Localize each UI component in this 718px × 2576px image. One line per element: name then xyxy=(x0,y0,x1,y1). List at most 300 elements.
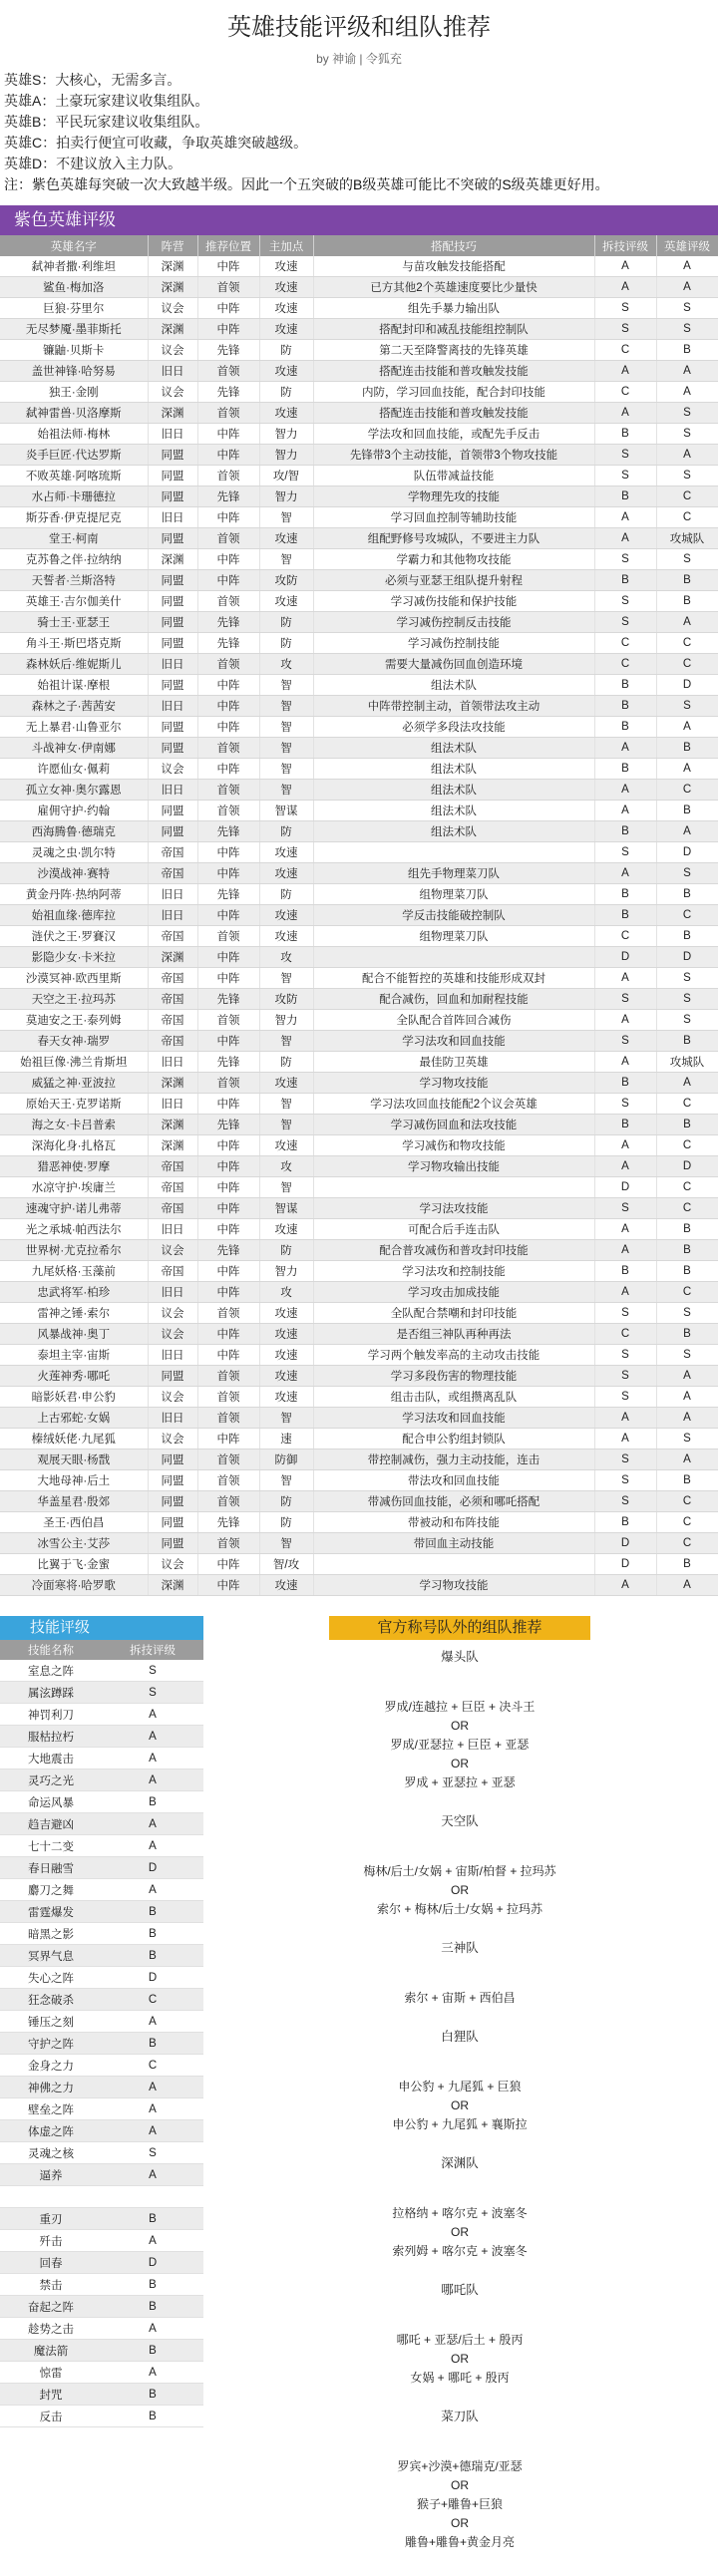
hero-rating: C xyxy=(656,1533,718,1554)
hero-skill-rating: S xyxy=(594,319,656,340)
hero-name: 盖世神锋·哈努易 xyxy=(0,361,148,382)
skill-name: 大地震击 xyxy=(0,1748,102,1770)
hero-rating: A xyxy=(656,612,718,633)
hero-skill-rating: B xyxy=(594,717,656,738)
skill-grade: A xyxy=(102,1879,203,1901)
table-row xyxy=(0,2164,203,2186)
hero-tips: 必须学多段法攻技能 xyxy=(313,717,594,738)
hero-skill-rating: S xyxy=(594,1094,656,1115)
hero-tips: 组物理菜刀队 xyxy=(313,884,594,905)
table-row xyxy=(0,1682,203,1704)
table-row xyxy=(0,1366,718,1387)
hero-faction: 旧日 xyxy=(148,424,197,445)
table-row xyxy=(0,1261,718,1282)
hero-skill-rating: C xyxy=(594,926,656,947)
table-row xyxy=(0,549,718,570)
hero-tips: 学习法攻和回血技能 xyxy=(313,1031,594,1052)
hero-rating: S xyxy=(656,1303,718,1324)
team-block xyxy=(329,2154,590,2273)
skill-name: 属泫蹲踩 xyxy=(0,1682,102,1704)
hero-tips: 配合申公豹组封锁队 xyxy=(313,1429,594,1449)
skill-grade: A xyxy=(102,1770,203,1791)
skill-grade: S xyxy=(102,2142,203,2164)
hero-rating: S xyxy=(656,989,718,1010)
table-row xyxy=(0,298,718,319)
hero-skill-rating: S xyxy=(594,466,656,486)
hero-main-stat: 智 xyxy=(259,717,313,738)
hero-tips: 已方其他2个英雄速度要比少量快 xyxy=(313,277,594,298)
skill-name: 守护之阵 xyxy=(0,2033,102,2055)
hero-rating: A xyxy=(656,821,718,842)
hero-tips: 组配野修号攻城队，不要进主力队 xyxy=(313,528,594,549)
table-row xyxy=(0,633,718,654)
table-row xyxy=(0,1835,203,1857)
table-row xyxy=(0,1073,718,1094)
bottom-section xyxy=(0,1616,718,2549)
hero-name: 沙漠战神·赛特 xyxy=(0,863,148,884)
hero-main-stat: 智 xyxy=(259,968,313,989)
hero-skill-rating: S xyxy=(594,445,656,466)
skill-rating-table xyxy=(0,1640,203,2427)
hero-position: 中阵 xyxy=(197,905,259,926)
hero-faction: 同盟 xyxy=(148,1491,197,1512)
hero-position: 首领 xyxy=(197,780,259,801)
hero-main-stat: 智 xyxy=(259,1408,313,1429)
hero-position: 先锋 xyxy=(197,989,259,1010)
hero-name: 骑士王·亚瑟王 xyxy=(0,612,148,633)
skill-name: 反击 xyxy=(0,2406,102,2427)
hero-skill-rating: A xyxy=(594,403,656,424)
hero-skill-rating: S xyxy=(594,1031,656,1052)
skill-name: 趋吉避凶 xyxy=(0,1813,102,1835)
hero-skill-rating: C xyxy=(594,1324,656,1345)
hero-main-stat: 智 xyxy=(259,549,313,570)
skill-grade: A xyxy=(102,2011,203,2033)
hero-faction: 旧日 xyxy=(148,696,197,717)
hero-position: 首领 xyxy=(197,1010,259,1031)
skill-name: 封咒 xyxy=(0,2384,102,2406)
table-row xyxy=(0,256,718,277)
team-section-header: 官方称号队外的组队推荐 xyxy=(329,1616,590,1640)
hero-position: 首领 xyxy=(197,801,259,821)
table-row xyxy=(0,926,718,947)
table-row xyxy=(0,319,718,340)
team-name: 爆头队 xyxy=(441,1650,479,1664)
skill-name: 麝刀之舞 xyxy=(0,1879,102,1901)
hero-rating: S xyxy=(656,319,718,340)
hero-main-stat: 攻速 xyxy=(259,298,313,319)
hero-position: 中阵 xyxy=(197,1324,259,1345)
skill-grade: D xyxy=(102,1857,203,1879)
col-skill-grade: 拆技评级 xyxy=(102,1640,203,1660)
hero-faction: 同盟 xyxy=(148,1512,197,1533)
hero-tips: 学习两个触发率高的主动攻击技能 xyxy=(313,1345,594,1366)
hero-tips: 学法攻和回血技能，或配先手反击 xyxy=(313,424,594,445)
hero-faction: 同盟 xyxy=(148,738,197,759)
hero-skill-rating: S xyxy=(594,1491,656,1512)
table-row xyxy=(0,1857,203,1879)
hero-position: 先锋 xyxy=(197,1052,259,1073)
hero-faction: 议会 xyxy=(148,1324,197,1345)
hero-skill-rating: S xyxy=(594,1345,656,1366)
hero-main-stat: 智 xyxy=(259,675,313,696)
hero-main-stat: 攻速 xyxy=(259,926,313,947)
hero-skill-rating: B xyxy=(594,1261,656,1282)
skill-grade: B xyxy=(102,2274,203,2296)
hero-skill-rating: S xyxy=(594,549,656,570)
hero-name: 海之女·卡吕普索 xyxy=(0,1115,148,1135)
hero-position: 中阵 xyxy=(197,424,259,445)
hero-tips: 组法术队 xyxy=(313,675,594,696)
team-combo: 拉格纳 + 喀尔克 + 波塞冬 xyxy=(392,2206,528,2220)
skill-grade: A xyxy=(102,1748,203,1770)
hero-tips: 是否组三神队再种再法 xyxy=(313,1324,594,1345)
hero-skill-rating: C xyxy=(594,340,656,361)
hero-position: 中阵 xyxy=(197,1094,259,1115)
hero-faction: 同盟 xyxy=(148,675,197,696)
hero-position: 中阵 xyxy=(197,947,259,968)
hero-tips: 组先手物理菜刀队 xyxy=(313,863,594,884)
team-combo: 罗宾+沙漠+德瑞克/亚瑟 xyxy=(397,2459,523,2473)
hero-position: 中阵 xyxy=(197,1575,259,1596)
hero-skill-rating: D xyxy=(594,947,656,968)
hero-position: 先锋 xyxy=(197,612,259,633)
hero-main-stat: 智/攻 xyxy=(259,1554,313,1575)
hero-rating: A xyxy=(656,1387,718,1408)
team-block xyxy=(329,1648,590,1804)
skill-name: 失心之阵 xyxy=(0,1967,102,1989)
hero-faction: 同盟 xyxy=(148,821,197,842)
hero-rating: S xyxy=(656,968,718,989)
hero-tips: 带控制减伤，强力主动技能，连击 xyxy=(313,1449,594,1470)
hero-skill-rating: B xyxy=(594,675,656,696)
hero-rating: D xyxy=(656,947,718,968)
skill-grade: S xyxy=(102,1660,203,1682)
table-row xyxy=(0,738,718,759)
hero-faction: 旧日 xyxy=(148,1282,197,1303)
hero-faction: 议会 xyxy=(148,1303,197,1324)
table-row xyxy=(0,1177,718,1198)
hero-position: 中阵 xyxy=(197,507,259,528)
hero-faction: 议会 xyxy=(148,382,197,403)
team-combo: 申公豹 + 九尾狐 + 襄斯拉 xyxy=(392,2117,528,2131)
table-row xyxy=(0,1512,718,1533)
hero-tips: 学习减伤技能和保护技能 xyxy=(313,591,594,612)
hero-name: 始祖法师·梅林 xyxy=(0,424,148,445)
team-combo: 女娲 + 哪吒 + 殷丙 xyxy=(410,2371,510,2385)
hero-skill-rating: B xyxy=(594,486,656,507)
table-row xyxy=(0,277,718,298)
hero-tips: 带回血主动技能 xyxy=(313,1533,594,1554)
hero-rating: A xyxy=(656,1449,718,1470)
hero-rating: C xyxy=(656,1094,718,1115)
hero-main-stat: 防 xyxy=(259,821,313,842)
hero-faction: 深渊 xyxy=(148,1575,197,1596)
hero-position: 首领 xyxy=(197,1533,259,1554)
hero-position: 中阵 xyxy=(197,675,259,696)
hero-faction: 议会 xyxy=(148,1429,197,1449)
table-row xyxy=(0,1303,718,1324)
table-row xyxy=(0,2011,203,2033)
hero-skill-rating: A xyxy=(594,1156,656,1177)
team-combo: 猴子+雕鲁+巨狼 xyxy=(416,2497,504,2511)
hero-tips: 搭配连击技能和普攻触发技能 xyxy=(313,403,594,424)
hero-name: 天空之王·拉玛苏 xyxy=(0,989,148,1010)
hero-faction: 帝国 xyxy=(148,1261,197,1282)
hero-rating: A xyxy=(656,1575,718,1596)
table-row xyxy=(0,2274,203,2296)
hero-tips: 组法术队 xyxy=(313,780,594,801)
hero-name: 原始天王·克罗诺斯 xyxy=(0,1094,148,1115)
hero-main-stat: 攻 xyxy=(259,947,313,968)
hero-main-stat: 攻速 xyxy=(259,1219,313,1240)
hero-main-stat: 攻/智 xyxy=(259,466,313,486)
hero-skill-rating: B xyxy=(594,759,656,780)
table-row xyxy=(0,1704,203,1726)
hero-faction: 议会 xyxy=(148,759,197,780)
hero-skill-rating: A xyxy=(594,1135,656,1156)
legend-line-s: 英雄S：大核心，无需多言。 xyxy=(4,72,181,88)
hero-name: 灵魂之虫·凯尔特 xyxy=(0,842,148,863)
skill-grade: C xyxy=(102,2055,203,2077)
hero-main-stat: 攻速 xyxy=(259,277,313,298)
hero-rating: B xyxy=(656,1470,718,1491)
hero-rating: B xyxy=(656,1031,718,1052)
hero-rating: A xyxy=(656,382,718,403)
hero-main-stat: 攻速 xyxy=(259,528,313,549)
hero-name: 始祖血缘·德库拉 xyxy=(0,905,148,926)
skill-grade: C xyxy=(102,1989,203,2011)
table-row xyxy=(0,2142,203,2164)
hero-rating: B xyxy=(656,1240,718,1261)
legend-line-c: 英雄C：拍卖行便宜可收藏，争取英雄突破越级。 xyxy=(4,135,308,151)
hero-name: 堂王·柯南 xyxy=(0,528,148,549)
hero-tips: 组法术队 xyxy=(313,801,594,821)
table-row xyxy=(0,403,718,424)
skill-name: 七十二变 xyxy=(0,1835,102,1857)
hero-tips: 先锋带3个主动技能，首领带3个物攻技能 xyxy=(313,445,594,466)
table-row xyxy=(0,2362,203,2384)
hero-faction: 帝国 xyxy=(148,1156,197,1177)
hero-main-stat: 防 xyxy=(259,1491,313,1512)
hero-position: 中阵 xyxy=(197,1031,259,1052)
table-row xyxy=(0,612,718,633)
skill-grade: B xyxy=(102,2406,203,2427)
hero-faction: 旧日 xyxy=(148,1219,197,1240)
hero-position: 中阵 xyxy=(197,1282,259,1303)
col-faction: 阵营 xyxy=(148,235,197,256)
skill-grade: A xyxy=(102,2164,203,2186)
hero-main-stat: 智力 xyxy=(259,1261,313,1282)
table-row xyxy=(0,1901,203,1923)
skill-grade: B xyxy=(102,1901,203,1923)
hero-rating: B xyxy=(656,1115,718,1135)
hero-skill-rating: A xyxy=(594,738,656,759)
hero-main-stat: 防 xyxy=(259,633,313,654)
skill-rating-panel xyxy=(0,1616,203,2427)
skill-name: 逼养 xyxy=(0,2164,102,2186)
hero-rating: S xyxy=(656,696,718,717)
table-row xyxy=(0,675,718,696)
skill-name: 金身之力 xyxy=(0,2055,102,2077)
hero-faction: 同盟 xyxy=(148,591,197,612)
skill-grade: B xyxy=(102,2033,203,2055)
hero-tips: 内防，学习回血技能，配合封印技能 xyxy=(313,382,594,403)
hero-table-header xyxy=(0,235,718,256)
hero-rating: C xyxy=(656,633,718,654)
hero-name: 冷面寒将·哈罗歌 xyxy=(0,1575,148,1596)
hero-name: 比翼于飞·金蜜 xyxy=(0,1554,148,1575)
skill-name: 灵巧之光 xyxy=(0,1770,102,1791)
skill-name: 服枯拉朽 xyxy=(0,1726,102,1748)
hero-rating: C xyxy=(656,654,718,675)
hero-main-stat: 攻速 xyxy=(259,1387,313,1408)
hero-rating: A xyxy=(656,445,718,466)
team-combo: 梅林/后土/女娲 + 宙斯/柏督 + 拉玛苏 xyxy=(363,1864,556,1878)
hero-position: 中阵 xyxy=(197,968,259,989)
hero-faction: 旧日 xyxy=(148,905,197,926)
hero-faction: 议会 xyxy=(148,298,197,319)
hero-faction: 帝国 xyxy=(148,863,197,884)
hero-name: 斯芬香·伊克提尼克 xyxy=(0,507,148,528)
table-row xyxy=(0,2296,203,2318)
hero-faction: 帝国 xyxy=(148,1198,197,1219)
hero-skill-rating: A xyxy=(594,780,656,801)
hero-position: 中阵 xyxy=(197,1156,259,1177)
hero-name: 角斗王·斯巴塔克斯 xyxy=(0,633,148,654)
skill-section-header: 技能评级 xyxy=(0,1616,203,1640)
hero-tips: 带被动和布阵技能 xyxy=(313,1512,594,1533)
hero-skill-rating: A xyxy=(594,256,656,277)
table-row xyxy=(0,842,718,863)
hero-tips: 需要大量减伤回血创造环境 xyxy=(313,654,594,675)
hero-rating: A xyxy=(656,1366,718,1387)
hero-name: 世界树·尤克拉希尔 xyxy=(0,1240,148,1261)
hero-faction: 议会 xyxy=(148,340,197,361)
hero-main-stat: 智 xyxy=(259,780,313,801)
hero-faction: 帝国 xyxy=(148,968,197,989)
hero-skill-rating: S xyxy=(594,1198,656,1219)
table-row xyxy=(0,2186,203,2208)
hero-position: 首领 xyxy=(197,738,259,759)
hero-tips: 学反击技能破控制队 xyxy=(313,905,594,926)
skill-name: 锤压之刻 xyxy=(0,2011,102,2033)
hero-position: 先锋 xyxy=(197,1512,259,1533)
hero-faction: 同盟 xyxy=(148,801,197,821)
hero-name: 森林妖后·维妮斯儿 xyxy=(0,654,148,675)
hero-rating: C xyxy=(656,780,718,801)
skill-name: 神罚利刀 xyxy=(0,1704,102,1726)
team-name: 天空队 xyxy=(441,1814,479,1828)
hero-faction: 同盟 xyxy=(148,486,197,507)
hero-rating: C xyxy=(656,1135,718,1156)
team-or: OR xyxy=(451,1883,469,1897)
hero-main-stat: 攻速 xyxy=(259,1366,313,1387)
hero-position: 中阵 xyxy=(197,1177,259,1198)
hero-faction: 深渊 xyxy=(148,256,197,277)
hero-tips: 学习减伤控制技能 xyxy=(313,633,594,654)
hero-rating: A xyxy=(656,1408,718,1429)
hero-tips: 组法术队 xyxy=(313,738,594,759)
table-row xyxy=(0,1115,718,1135)
hero-skill-rating: C xyxy=(594,654,656,675)
hero-name: 速魂守护·诺儿弗蒂 xyxy=(0,1198,148,1219)
hero-skill-rating: S xyxy=(594,612,656,633)
hero-faction: 议会 xyxy=(148,1240,197,1261)
hero-skill-rating: A xyxy=(594,1052,656,1073)
hero-tips: 组法术队 xyxy=(313,821,594,842)
hero-tips: 全队配合禁嘲和封印技能 xyxy=(313,1303,594,1324)
hero-skill-rating: A xyxy=(594,1575,656,1596)
table-row xyxy=(0,1967,203,1989)
hero-faction: 深渊 xyxy=(148,1115,197,1135)
hero-rating: C xyxy=(656,486,718,507)
hero-position: 首领 xyxy=(197,1408,259,1429)
hero-rating: B xyxy=(656,738,718,759)
table-row xyxy=(0,2340,203,2362)
skill-name: 灵魂之核 xyxy=(0,2142,102,2164)
skill-name: 狂念破杀 xyxy=(0,1989,102,2011)
table-row xyxy=(0,591,718,612)
hero-position: 先锋 xyxy=(197,382,259,403)
skill-name: 雷霆爆发 xyxy=(0,1901,102,1923)
team-block xyxy=(329,2408,590,2564)
table-row xyxy=(0,1554,718,1575)
skill-grade: A xyxy=(102,2120,203,2142)
table-row xyxy=(0,466,718,486)
table-row xyxy=(0,2252,203,2274)
table-row xyxy=(0,1813,203,1835)
hero-name: 始祖计谋·摩根 xyxy=(0,675,148,696)
hero-faction: 同盟 xyxy=(148,445,197,466)
hero-name: 榛绒妖佬·九尾狐 xyxy=(0,1429,148,1449)
hero-main-stat: 攻速 xyxy=(259,319,313,340)
hero-name: 九尾妖格·玉藻前 xyxy=(0,1261,148,1282)
hero-skill-rating: A xyxy=(594,1282,656,1303)
team-name: 白狸队 xyxy=(441,2030,479,2044)
hero-tips: 组先手暴力输出队 xyxy=(313,298,594,319)
team-name: 三神队 xyxy=(441,1941,479,1955)
hero-skill-rating: B xyxy=(594,1512,656,1533)
hero-name: 观展天眼·杨戬 xyxy=(0,1449,148,1470)
hero-rating: C xyxy=(656,905,718,926)
hero-name: 华盖星君·殷郊 xyxy=(0,1491,148,1512)
hero-name: 雇佣守护·约翰 xyxy=(0,801,148,821)
hero-skill-rating: A xyxy=(594,801,656,821)
hero-skill-rating: B xyxy=(594,905,656,926)
hero-main-stat: 防 xyxy=(259,1240,313,1261)
team-or: OR xyxy=(451,2098,469,2112)
table-row xyxy=(0,905,718,926)
hero-faction: 同盟 xyxy=(148,1470,197,1491)
hero-position: 首领 xyxy=(197,403,259,424)
legend-line-d: 英雄D：不建议放入主力队。 xyxy=(4,156,182,171)
hero-name: 天誓者·兰斯洛特 xyxy=(0,570,148,591)
skill-name: 惊雷 xyxy=(0,2362,102,2384)
hero-name: 始祖巨像·沸兰肯斯坦 xyxy=(0,1052,148,1073)
hero-name: 涟伏之王·罗賽汉 xyxy=(0,926,148,947)
hero-name: 上古邪蛇·女娲 xyxy=(0,1408,148,1429)
table-row xyxy=(0,1748,203,1770)
skill-grade: A xyxy=(102,1835,203,1857)
hero-skill-rating: D xyxy=(594,1177,656,1198)
skill-grade: D xyxy=(102,1967,203,1989)
hero-tips xyxy=(313,842,594,863)
hero-tips: 必须与亚瑟王组队提升射程 xyxy=(313,570,594,591)
hero-name: 沙漠冥神·欧西里斯 xyxy=(0,968,148,989)
hero-skill-rating: S xyxy=(594,1366,656,1387)
hero-faction: 旧日 xyxy=(148,654,197,675)
